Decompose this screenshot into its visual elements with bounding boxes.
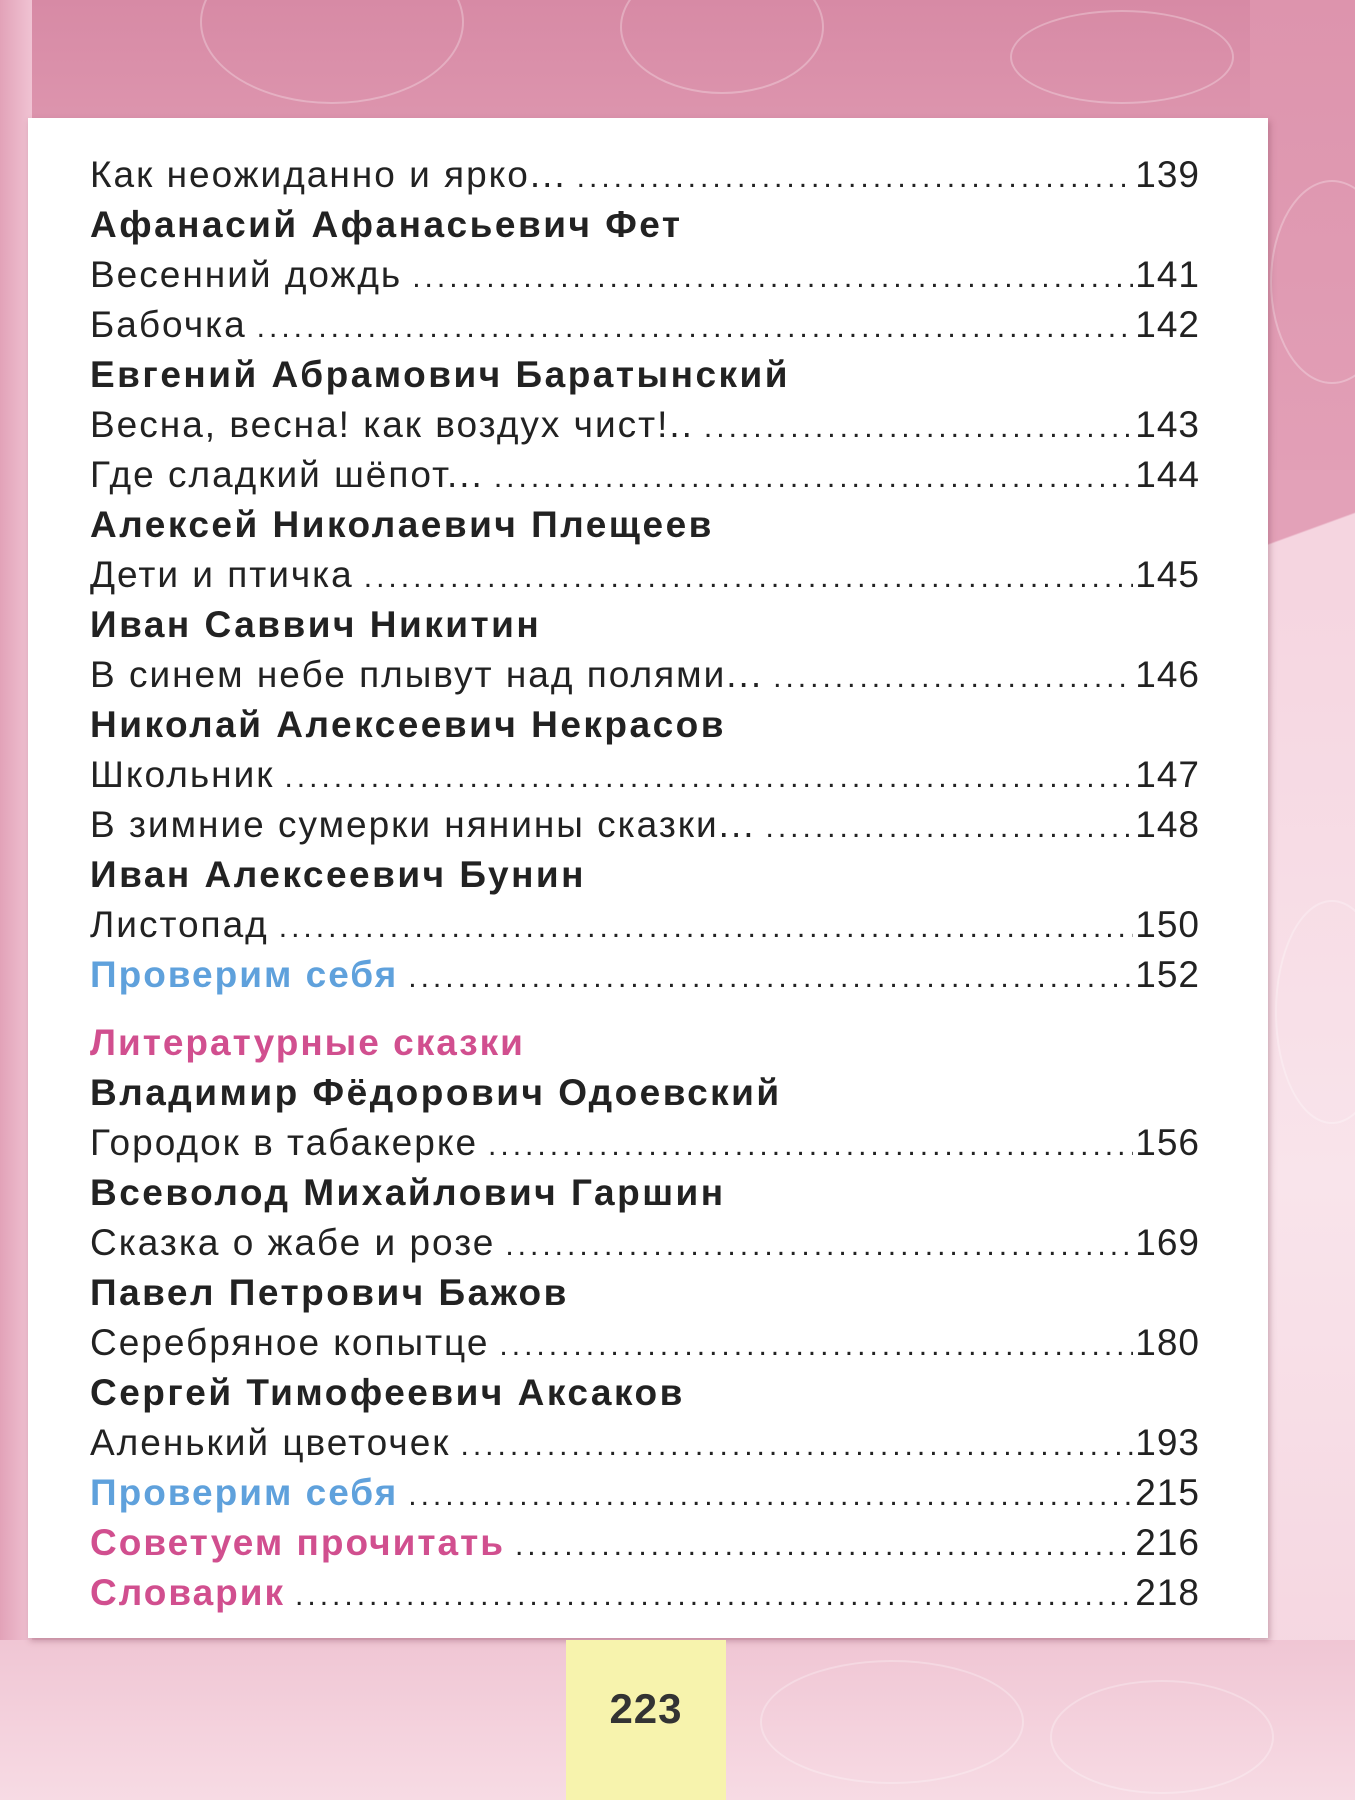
toc-entry — [90, 1518, 1200, 1568]
toc-author-heading: Иван Алексеевич Бунин — [90, 854, 587, 895]
toc-entry-title: Проверим себя — [90, 1472, 399, 1513]
dot-leader — [577, 153, 1134, 203]
toc-entry — [90, 300, 1200, 350]
toc-entry-title: Весна, весна! как воздух чист!.. — [90, 404, 694, 445]
toc-page-number: 215 — [1135, 1472, 1200, 1513]
toc-entry-title: В синем небе плывут над полями... — [90, 654, 764, 695]
dot-leader — [488, 1121, 1133, 1171]
toc-page-number: 145 — [1135, 554, 1200, 595]
dot-leader — [515, 1521, 1133, 1571]
toc-page-number: 193 — [1135, 1422, 1200, 1463]
toc-entry-title: Школьник — [90, 754, 275, 795]
toc-author-heading: Всеволод Михайлович Гаршин — [90, 1172, 726, 1213]
toc-page-number: 144 — [1135, 454, 1200, 495]
dot-leader — [773, 653, 1133, 703]
dot-leader — [364, 553, 1134, 603]
toc-page-number: 156 — [1135, 1122, 1200, 1163]
toc-entry-title: Серебряное копытце — [90, 1322, 490, 1363]
table-of-contents — [90, 150, 1200, 1618]
toc-entry — [90, 550, 1200, 600]
toc-entry — [90, 900, 1200, 950]
toc-entry — [90, 1568, 1200, 1618]
toc-page-number: 143 — [1135, 404, 1200, 445]
dot-leader — [494, 453, 1133, 503]
toc-entry-title: Городок в табакерке — [90, 1122, 479, 1163]
toc-entry-title: Бабочка — [90, 304, 247, 345]
toc-entry — [90, 450, 1200, 500]
dot-leader — [408, 953, 1133, 1003]
toc-entry-title: Листопад — [90, 904, 269, 945]
toc-page-number: 169 — [1135, 1222, 1200, 1263]
dot-leader — [279, 903, 1134, 953]
dot-leader — [295, 1571, 1133, 1621]
dot-leader — [704, 403, 1133, 453]
toc-entry — [90, 1218, 1200, 1268]
toc-entry — [90, 800, 1200, 850]
toc-author-heading: Павел Петрович Бажов — [90, 1272, 569, 1313]
toc-entry — [90, 750, 1200, 800]
ornament-swirl — [760, 1660, 1024, 1784]
toc-entry-title: Аленький цветочек — [90, 1422, 451, 1463]
ornament-swirl — [1010, 10, 1234, 104]
dot-leader — [408, 1471, 1133, 1521]
toc-entry-title: Проверим себя — [90, 954, 399, 995]
toc-entry — [90, 400, 1200, 450]
toc-entry-title: Словарик — [90, 1572, 286, 1613]
toc-entry — [90, 650, 1200, 700]
toc-entry-title: Сказка о жабе и розе — [90, 1222, 496, 1263]
toc-page-number: 150 — [1135, 904, 1200, 945]
dot-leader — [505, 1221, 1133, 1271]
toc-entry-title: В зимние сумерки нянины сказки... — [90, 804, 756, 845]
toc-author-heading: Николай Алексеевич Некрасов — [90, 704, 727, 745]
toc-author-heading: Евгений Абрамович Баратынский — [90, 354, 791, 395]
toc-entry — [90, 150, 1200, 200]
toc-page-number: 146 — [1135, 654, 1200, 695]
toc-entry-title: Весенний дождь — [90, 254, 403, 295]
toc-page-number: 152 — [1135, 954, 1200, 995]
dot-leader — [284, 753, 1133, 803]
toc-page-number: 148 — [1135, 804, 1200, 845]
toc-page-number: 139 — [1135, 154, 1200, 195]
toc-entry — [90, 950, 1200, 1000]
toc-entry-title: Где сладкий шёпот... — [90, 454, 484, 495]
ornament-swirl — [1050, 1680, 1274, 1794]
toc-page-number: 142 — [1135, 304, 1200, 345]
dot-leader — [257, 303, 1134, 353]
toc-author-heading: Сергей Тимофеевич Аксаков — [90, 1372, 685, 1413]
toc-entry-title: Дети и птичка — [90, 554, 354, 595]
dot-leader — [460, 1421, 1133, 1471]
toc-entry — [90, 1118, 1200, 1168]
toc-author-heading: Владимир Фёдорович Одоевский — [90, 1072, 782, 1113]
dot-leader — [499, 1321, 1133, 1371]
toc-entry — [90, 1418, 1200, 1468]
toc-page-number: 180 — [1135, 1322, 1200, 1363]
toc-page-number: 141 — [1135, 254, 1200, 295]
dot-leader — [766, 803, 1134, 853]
toc-page-number: 218 — [1135, 1572, 1200, 1613]
toc-author-heading: Афанасий Афанасьевич Фет — [90, 204, 683, 245]
toc-page-number: 147 — [1135, 754, 1200, 795]
toc-entry-title: Советуем прочитать — [90, 1522, 505, 1563]
dot-leader — [412, 253, 1133, 303]
toc-section-heading: Литературные сказки — [90, 1022, 525, 1063]
toc-entry — [90, 250, 1200, 300]
toc-author-heading: Алексей Николаевич Плещеев — [90, 504, 714, 545]
toc-entry — [90, 1318, 1200, 1368]
toc-entry — [90, 1468, 1200, 1518]
toc-entry-title: Как неожиданно и ярко... — [90, 154, 567, 195]
toc-page-number: 216 — [1135, 1522, 1200, 1563]
toc-author-heading: Иван Саввич Никитин — [90, 604, 542, 645]
page-number: 223 — [609, 1685, 683, 1732]
